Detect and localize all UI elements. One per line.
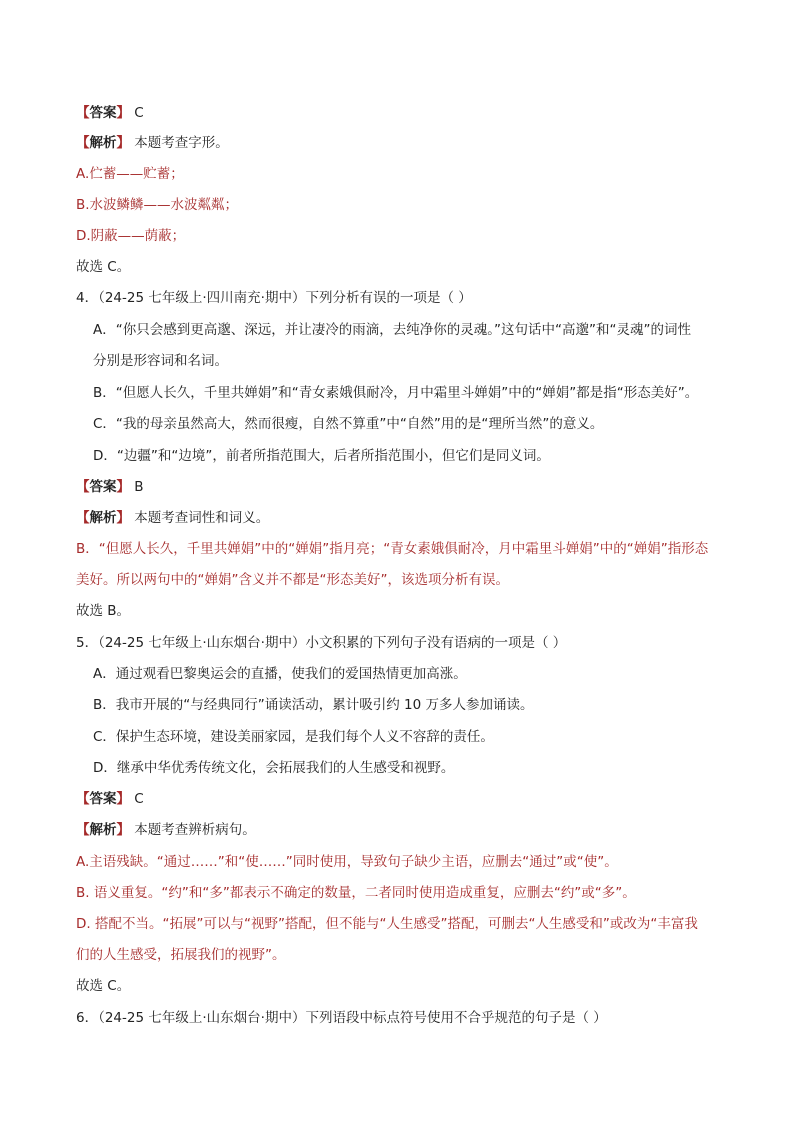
question-5-option-d: D．继承中华优秀传统文化，会拓展我们的人生感受和视野。 bbox=[93, 760, 455, 776]
answer-value: B bbox=[134, 479, 144, 495]
analysis-detail-a: A.主语残缺。“通过……”和“使……”同时使用，导致句子缺少主语，应删去“通过”或“使”。 bbox=[76, 854, 618, 870]
question-4-option-a-cont: 分别是形容词和名词。 bbox=[93, 353, 228, 369]
analysis-text: 本题考查词性和词义。 bbox=[134, 510, 270, 526]
analysis-detail-d: D. 搭配不当。“拓展”可以与“视野”搭配，但不能与“人生感受”搭配，可删去“人生感受和”或改为“丰富我 bbox=[76, 916, 698, 932]
question-6: 6．（24-25 七年级上·山东烟台·期中）下列语段中标点符号使用不合乎规范的句子是（ ） bbox=[76, 1010, 607, 1026]
analysis-detail-b: B. 语义重复。“约”和“多”都表示不确定的数量，二者同时使用造成重复，应删去“约”或“多”。 bbox=[76, 885, 636, 901]
analysis-line: 【解析】 本题考查词性和词义。 bbox=[76, 510, 270, 526]
analysis-detail-b: B.水波鳞鳞——水波粼粼； bbox=[76, 197, 239, 213]
analysis-text: 本题考查辨析病句。 bbox=[134, 822, 256, 838]
question-4-option-c: C．“我的母亲虽然高大，然而很瘦，自然不算重”中“自然”用的是“理所当然”的意义。 bbox=[93, 416, 604, 432]
answer-value: C bbox=[134, 105, 144, 121]
question-5-option-c: C．保护生态环境，建设美丽家园，是我们每个人义不容辞的责任。 bbox=[93, 729, 494, 745]
analysis-tag: 解析 bbox=[89, 822, 117, 838]
analysis-detail-d-cont: 们的人生感受，拓展我们的视野”。 bbox=[76, 947, 286, 963]
answer-value: C bbox=[134, 791, 144, 807]
question-5: 5．（24-25 七年级上·山东烟台·期中）小文积累的下列句子没有语病的一项是（ ） bbox=[76, 635, 567, 651]
question-4: 4．（24-25 七年级上·四川南充·期中）下列分析有误的一项是（ ） bbox=[76, 290, 472, 306]
analysis-line: 【解析】 本题考查字形。 bbox=[76, 135, 229, 151]
conclusion-line: 故选 B。 bbox=[76, 603, 131, 619]
question-5-option-b: B．我市开展的“与经典同行”诵读活动，累计吸引约 10 万多人参加诵读。 bbox=[93, 697, 534, 713]
answer-line: 【答案】 B bbox=[76, 479, 144, 495]
analysis-detail-b: B．“但愿人长久，千里共婵娟”中的“婵娟”指月亮；“青女素娥俱耐冷，月中霜里斗婵娟”中的“婵娟”指形态 bbox=[76, 541, 709, 557]
answer-line: 【答案】 C bbox=[76, 791, 144, 807]
question-4-option-b: B．“但愿人长久，千里共婵娟”和“青女素娥俱耐冷，月中霜里斗婵娟”中的“婵娟”都是指“形态美好”。 bbox=[93, 385, 699, 401]
conclusion-line: 故选 C。 bbox=[76, 978, 131, 994]
analysis-tag: 解析 bbox=[89, 135, 117, 151]
answer-tag: 答案 bbox=[89, 105, 117, 121]
answer-tag: 答案 bbox=[89, 791, 117, 807]
question-5-option-a: A．通过观看巴黎奥运会的直播，使我们的爱国热情更加高涨。 bbox=[93, 666, 467, 682]
analysis-line: 【解析】 本题考查辨析病句。 bbox=[76, 822, 256, 838]
answer-tag: 答案 bbox=[89, 479, 117, 495]
question-4-option-a: A．“你只会感到更高邈、深远，并让凄冷的雨滴，去纯净你的灵魂。”这句话中“高邈”和“灵魂”的词性 bbox=[93, 322, 691, 338]
analysis-detail-d: D.阴蔽——荫蔽； bbox=[76, 228, 186, 244]
conclusion-line: 故选 C。 bbox=[76, 259, 131, 275]
answer-line: 【答案】 C bbox=[76, 105, 144, 121]
analysis-detail-b-cont: 美好。所以两句中的“婵娟”含义并不都是“形态美好”，该选项分析有误。 bbox=[76, 572, 509, 588]
analysis-tag: 解析 bbox=[89, 510, 117, 526]
analysis-detail-a: A.伫蓄——贮蓄； bbox=[76, 166, 184, 182]
question-4-option-d: D．“边疆”和“边境”，前者所指范围大，后者所指范围小，但它们是同义词。 bbox=[93, 448, 550, 464]
analysis-text: 本题考查字形。 bbox=[134, 135, 229, 151]
